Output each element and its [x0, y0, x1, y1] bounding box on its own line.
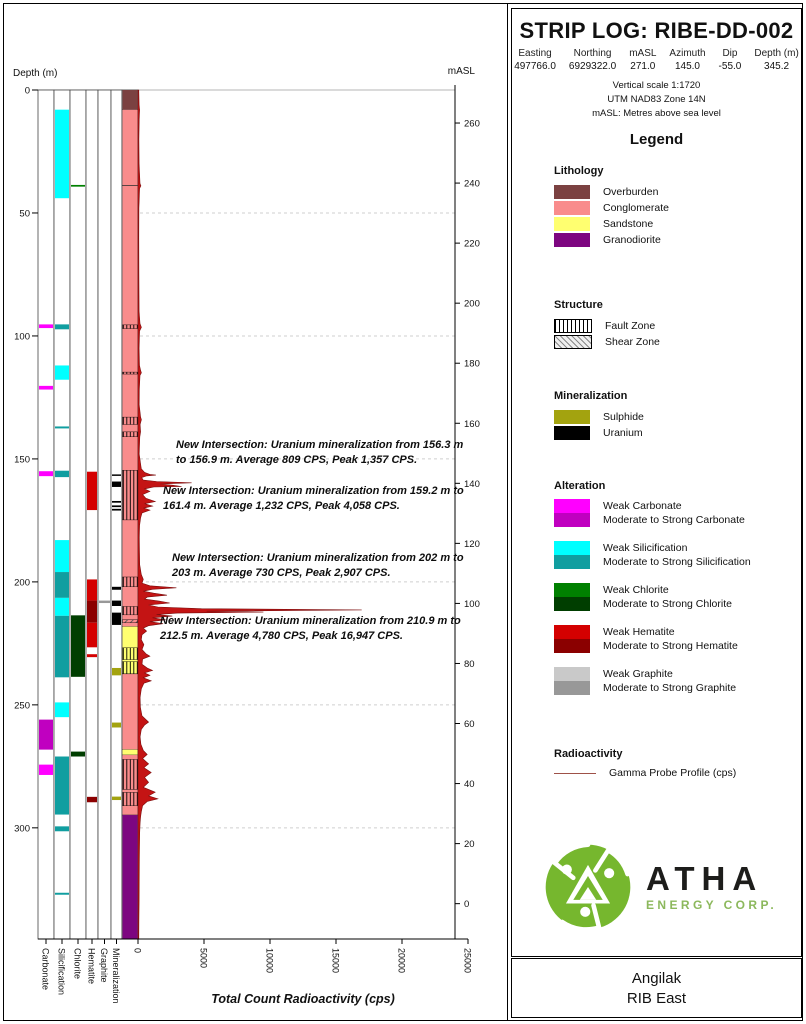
silicification-interval — [55, 324, 69, 329]
fault-zone — [123, 417, 138, 424]
track-label: Carbonate — [40, 948, 51, 991]
legend-section-header: Mineralization — [554, 390, 628, 402]
gamma-line-sample — [554, 773, 596, 774]
legend-item-label: Gamma Probe Profile (cps) — [609, 767, 737, 779]
svg-text:220: 220 — [464, 238, 480, 250]
silicification-interval — [55, 757, 69, 815]
track-label: Hematite — [86, 948, 97, 985]
legend-item-label: Weak Graphite Moderate to Strong Graphite — [603, 668, 737, 694]
legend-item-label: Weak Carbonate Moderate to Strong Carbonate — [603, 500, 745, 526]
legend-item-label: Conglomerate — [603, 202, 669, 214]
intersection-annotation: New Intersection: Uranium mineralization from 210.9 m to 212.5 m. Average 4,780 CPS, Peak 16,947 CPS. — [160, 615, 461, 642]
legend-section-header: Alteration — [554, 480, 606, 492]
silicification-interval — [55, 702, 69, 717]
legend-swatch — [554, 319, 592, 333]
logo-subtitle: ENERGY CORP. — [646, 898, 778, 912]
page-title: STRIP LOG: RIBE-DD-002 — [519, 18, 794, 43]
silicification-interval — [55, 365, 69, 379]
legend-item-label: Overburden — [603, 186, 659, 198]
title-legend-panel — [511, 8, 802, 957]
fault-zone — [123, 470, 138, 520]
sulphide-interval — [112, 668, 121, 675]
legend-swatch — [554, 233, 590, 247]
drillhole-field: Depth (m) 345.2 — [754, 48, 799, 72]
intersection-annotation: New Intersection: Uranium mineralization from 202 m to 203 m. Average 730 CPS, Peak 2,907 CPS. — [172, 552, 464, 579]
lithology-unit-conglomerate — [123, 110, 138, 627]
svg-text:150: 150 — [14, 454, 30, 466]
fault-zone — [123, 792, 138, 805]
depth-axis-title: Depth (m) — [13, 68, 58, 79]
silicification-interval — [55, 426, 69, 428]
gamma-tick-label: 15000 — [330, 948, 341, 974]
track-label: Silicification — [56, 948, 67, 996]
legend-swatch — [554, 667, 590, 695]
project-title-block — [511, 958, 802, 1018]
uranium-interval — [112, 474, 121, 475]
svg-text:60: 60 — [464, 719, 475, 731]
silicification-interval — [55, 110, 69, 199]
fault-zone — [123, 606, 138, 614]
carbonate-interval — [39, 386, 53, 390]
hematite-interval — [87, 654, 97, 657]
panel-divider — [507, 3, 508, 1021]
legend-item — [554, 216, 784, 232]
project-area: RIB East — [626, 989, 687, 1007]
svg-text:50: 50 — [19, 208, 30, 220]
silicification-interval — [55, 826, 69, 831]
fault-zone — [123, 325, 138, 329]
legend-item-label: Shear Zone — [605, 336, 660, 348]
legend-item-label: Sandstone — [603, 218, 654, 230]
legend-alteration-item — [554, 583, 784, 611]
legend-item — [554, 767, 784, 779]
legend-section-radioactivity — [554, 748, 784, 779]
svg-text:0: 0 — [24, 85, 30, 97]
legend-item-label: Fault Zone — [605, 320, 656, 332]
legend-section-alteration — [554, 480, 784, 709]
svg-text:100: 100 — [14, 331, 30, 343]
lithology-unit-conglomerate — [123, 674, 138, 750]
legend-item — [554, 200, 784, 216]
svg-text:260: 260 — [464, 118, 480, 130]
legend-swatch — [554, 217, 590, 231]
legend-section-structure — [554, 299, 784, 350]
masl-axis-title: mASL — [447, 66, 475, 77]
legend-item — [554, 409, 784, 425]
track-label: Graphite — [99, 948, 109, 983]
chlorite-interval — [71, 615, 85, 676]
legend-section-header: Lithology — [554, 165, 604, 177]
fault-zone — [123, 577, 138, 587]
legend-title: Legend — [629, 131, 684, 148]
uranium-interval — [112, 587, 121, 590]
gamma-tick-label: 20000 — [396, 948, 407, 974]
scale-note: mASL: Metres above sea level — [592, 107, 721, 119]
silicification-interval — [55, 893, 69, 895]
svg-text:250: 250 — [14, 700, 30, 712]
drillhole-field: Northing 6929322.0 — [568, 48, 617, 72]
svg-text:20: 20 — [464, 839, 475, 851]
uranium-interval — [112, 613, 121, 625]
legend-item — [554, 232, 784, 248]
legend-item — [554, 334, 784, 350]
legend-alteration-item — [554, 667, 784, 695]
atha-logo — [542, 841, 782, 933]
hematite-interval — [87, 579, 97, 600]
track-carbonate — [38, 90, 54, 939]
atha-logo-mark — [542, 841, 634, 933]
legend-alteration-item — [554, 541, 784, 569]
chlorite-interval — [71, 185, 85, 187]
silicification-interval — [55, 598, 69, 616]
legend-section-header: Radioactivity — [554, 748, 623, 760]
graphite-interval — [99, 601, 110, 603]
drillhole-field: mASL 271.0 — [629, 48, 657, 72]
project-name: Angilak — [631, 969, 682, 987]
drillhole-field: Dip -55.0 — [718, 48, 742, 72]
legend-item-label: Weak Silicification Moderate to Strong Silicification — [603, 542, 751, 568]
svg-text:160: 160 — [464, 418, 480, 430]
legend-item-label: Granodiorite — [603, 234, 661, 246]
svg-text:200: 200 — [14, 577, 30, 589]
hematite-interval — [87, 623, 97, 648]
drillhole-field: Azimuth 145.0 — [669, 48, 706, 72]
atha-logo-text — [646, 862, 777, 912]
scale-note: UTM NAD83 Zone 14N — [607, 93, 706, 105]
track-mineralization — [111, 90, 122, 939]
gamma-tick-label: 5000 — [198, 948, 209, 969]
track-label: Mineralization — [111, 948, 121, 1004]
scale-note: Vertical scale 1:1720 — [612, 80, 701, 91]
silicification-interval — [55, 540, 69, 572]
svg-text:0: 0 — [464, 899, 470, 911]
svg-text:100: 100 — [464, 598, 480, 610]
sulphide-interval — [112, 723, 121, 728]
legend-item-label: Uranium — [603, 427, 643, 439]
svg-text:140: 140 — [464, 478, 480, 490]
drillhole-info-table — [512, 48, 801, 73]
gamma-profile — [138, 90, 362, 939]
fault-zone — [123, 372, 138, 374]
silicification-interval — [55, 572, 69, 598]
fault-zone — [123, 759, 138, 789]
svg-text:120: 120 — [464, 538, 480, 550]
legend-swatch — [554, 625, 590, 653]
uranium-interval — [112, 509, 121, 511]
legend-swatch — [554, 426, 590, 440]
svg-text:300: 300 — [14, 823, 30, 835]
carbonate-interval — [39, 471, 53, 476]
hematite-interval — [87, 472, 97, 510]
svg-text:240: 240 — [464, 178, 480, 190]
svg-text:80: 80 — [464, 658, 475, 670]
hematite-interval — [87, 797, 97, 802]
legend-section-mineralization — [554, 390, 784, 441]
carbonate-interval — [39, 765, 53, 775]
svg-text:200: 200 — [464, 298, 480, 310]
legend-item-label: Sulphide — [603, 411, 644, 423]
fault-zone — [123, 432, 138, 437]
legend-item — [554, 318, 784, 334]
drillhole-field: Easting 497766.0 — [514, 48, 556, 72]
legend-section-header: Structure — [554, 299, 603, 311]
legend-item-label: Weak Chlorite Moderate to Strong Chlorite — [603, 584, 732, 610]
uranium-interval — [112, 482, 121, 487]
lithology-unit-sandstone — [123, 750, 138, 755]
svg-text:40: 40 — [464, 779, 475, 791]
svg-text:180: 180 — [464, 358, 480, 370]
fault-zone — [123, 662, 138, 674]
legend-swatch — [554, 583, 590, 611]
scale-notes — [512, 79, 801, 120]
silicification-interval — [55, 471, 69, 477]
legend-item — [554, 425, 784, 441]
gamma-tick-label: 0 — [132, 948, 143, 954]
hematite-interval — [87, 601, 97, 623]
lithology-unit-granodiorite — [123, 815, 138, 939]
chlorite-interval — [71, 752, 85, 757]
carbonate-interval — [39, 720, 53, 750]
legend-swatch — [554, 410, 590, 424]
track-chlorite — [70, 90, 86, 939]
fault-zone — [123, 648, 138, 660]
legend-item — [554, 184, 784, 200]
track-graphite — [98, 90, 111, 939]
legend-swatch — [554, 201, 590, 215]
uranium-interval — [112, 601, 121, 606]
intersection-annotation: New Intersection: Uranium mineralization from 156.3 m to 156.9 m. Average 809 CPS, Peak 1,357 CPS. — [176, 439, 464, 466]
legend-section-lithology — [554, 165, 784, 248]
legend-swatch — [554, 185, 590, 199]
logo-wordmark: ATHA — [646, 860, 764, 897]
gamma-axis-title: Total Count Radioactivity (cps) — [211, 992, 395, 1006]
gamma-tick-label: 10000 — [264, 948, 275, 974]
track-label: Chlorite — [72, 948, 83, 980]
legend-item-label: Weak Hematite Moderate to Strong Hematite — [603, 626, 738, 652]
shear-zone — [123, 620, 138, 623]
legend-alteration-item — [554, 499, 784, 527]
sulphide-interval — [112, 797, 121, 800]
track-hematite — [86, 90, 98, 939]
legend-swatch — [554, 335, 592, 349]
carbonate-interval — [39, 324, 53, 328]
silicification-interval — [55, 616, 69, 677]
legend-alteration-item — [554, 625, 784, 653]
legend-swatch — [554, 541, 590, 569]
legend-swatch — [554, 499, 590, 527]
uranium-interval — [112, 501, 121, 503]
intersection-annotation: New Intersection: Uranium mineralization from 159.2 m to 161.4 m. Average 1,232 CPS, Peak 4,058 CPS. — [163, 485, 464, 512]
uranium-interval — [112, 505, 121, 507]
gamma-tick-label: 25000 — [462, 948, 473, 974]
lithology-unit-overburden — [123, 90, 138, 110]
